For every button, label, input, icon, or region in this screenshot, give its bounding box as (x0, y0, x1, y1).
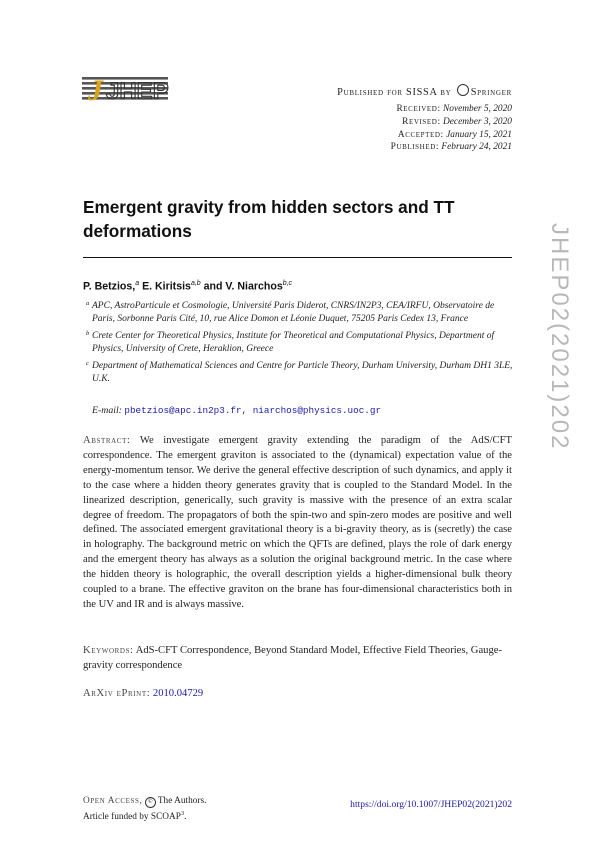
paper-title: Emergent gravity from hidden sectors and TT deformations (83, 197, 455, 241)
eprint-link[interactable]: 2010.04729 (152, 688, 204, 699)
email-label: E-mail: (92, 405, 122, 416)
email-line (92, 405, 381, 416)
author-name: E. Kiritsis (142, 280, 191, 293)
published-for-text: Published for SISSA by (337, 87, 452, 98)
date-revised: Revised: December 3, 2020 (402, 116, 512, 127)
affiliation: c Department of Mathematical Sciences and Centre for Particle Theory, Durham University, Durham DH1 3LE, U.K. (86, 359, 513, 384)
keywords-text: AdS-CFT Correspondence, Beyond Standard Model, Effective Field Theories, Gauge-gravity correspondence (83, 645, 502, 671)
affiliation: b Crete Center for Theoretical Physics, Institute for Theoretical and Computational Physics, Department of Physics, University of Crete, Heraklion, Greece (86, 329, 495, 354)
jhep-logo (82, 74, 170, 112)
cc-icon: © (145, 797, 156, 808)
date-published: Published: February 24, 2021 (390, 142, 512, 153)
author-name: P. Betzios, (83, 280, 136, 293)
author-name: and V. Niarchos (203, 280, 283, 293)
keywords-label: Keywords: (83, 645, 134, 656)
affiliations (86, 300, 516, 389)
svg-text:J: J (88, 74, 103, 107)
authors-copyright: The Authors. (157, 796, 207, 806)
open-access-notice: Open Access, © The Authors. Article funded by SCOAP$^3$. (83, 796, 207, 823)
author-sup: a,b (190, 280, 201, 287)
publisher-name: Springer (470, 87, 512, 98)
doi-link[interactable]: https://doi.org/10.1007/JHEP02(2021)202 (350, 799, 512, 810)
open-access-label: Open Access, (83, 796, 143, 806)
email-links[interactable]: pbetzios@apc.in2p3.fr, niarchos@physics.uoc.gr (124, 405, 382, 416)
publication-dates (391, 103, 512, 154)
springer-horse-icon (457, 84, 469, 96)
eprint-label: ArXiv ePrint: (83, 688, 151, 699)
title-rule (83, 257, 512, 258)
side-stamp: JHEP02(2021)202 (546, 223, 573, 451)
abstract-label: Abstract: (83, 435, 131, 446)
funding-sup: 3 (180, 810, 185, 817)
abstract-text: We investigate emergent gravity extending the paradigm of the AdS/CFT correspondence. The emergent graviton is associated to the (dynamical) expectation value of the energy-momentum tensor. We derive the general effective description of such dynamics, and apply it to the case where a hidden theory generates gravity that is coupled to the Standard Model. In the linearized description, generically, such gravity is massive with the presence of an extra scalar degree of freedom. The propagators of both the spin-two and spin-zero modes are positive and well defined. The associated emergent gravitational theory is a bi-gravity theory, as is (secretly) the case in holography. The background metric on which the QFTs are defined, plays the role of dark energy and the emergent theory has always as a solution the original background metric. In the case where the hidden theory is holographic, the overall description yields a higher-dimensional bulk theory coupled to a brane. The effective graviton on the brane has four-dimensional characteristics both in the UV and IR and is always massive. (83, 435, 512, 610)
affiliation: a APC, AstroParticule et Cosmologie, Université Paris Diderot, CNRS/IN2P3, CEA/IRFU, Observatoire de Paris, Sorbonne Paris Cité, 10, rue Alice Domon et Léonie Duquet, 75205 Paris Cedex 13, France (86, 300, 495, 324)
keywords (83, 644, 512, 674)
date-received: Received: November 5, 2020 (396, 104, 512, 114)
author-list (83, 280, 292, 293)
funding-text: Article funded by SCOAP (83, 812, 181, 823)
abstract (83, 434, 512, 613)
author-sup: a (135, 280, 140, 287)
publisher-line (337, 84, 512, 98)
author-sup: b,c (282, 280, 293, 287)
date-accepted: Accepted: January 15, 2021 (397, 129, 512, 140)
arxiv-eprint (83, 688, 203, 699)
svg-text:JHEP: JHEP (106, 78, 169, 105)
